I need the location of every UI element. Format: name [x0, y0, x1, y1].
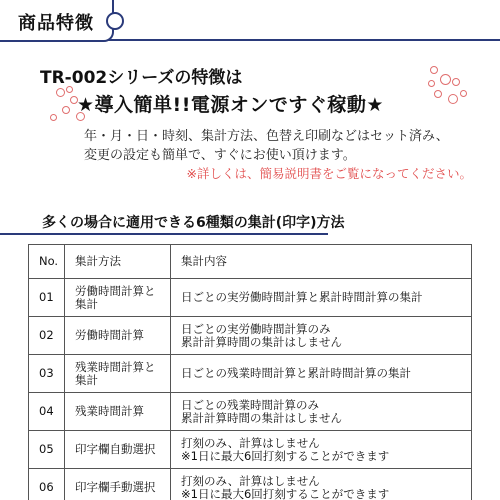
row-content [171, 355, 472, 393]
table-row [29, 317, 472, 355]
row-method: 労働時間計算と集計 [65, 279, 171, 317]
table-row [29, 431, 472, 469]
decorative-bubbles-right [420, 66, 470, 110]
row-no: 06 [29, 469, 65, 500]
headline: ★導入簡単!!電源オンですぐ稼動★ [77, 94, 384, 116]
content-line: ※1日に最大6回打刻することができます [181, 486, 390, 500]
description-line: 年・月・日・時刻、集計方法、色替え印刷などはセット済み、 [84, 129, 449, 144]
header-method: 集計方法 [65, 245, 171, 279]
row-content [171, 317, 472, 355]
row-method: 印字欄手動選択 [65, 469, 171, 500]
page-title: 商品特徴 [18, 13, 94, 34]
header-tab [0, 0, 114, 42]
row-method: 労働時間計算 [65, 317, 171, 355]
header-tab-notch [106, 12, 124, 30]
series-line: TR-002シリーズの特徴は [40, 68, 243, 88]
row-no: 05 [29, 431, 65, 469]
row-method: 残業時間計算と集計 [65, 355, 171, 393]
reference-note: ※詳しくは、簡易説明書をご覧になってください。 [186, 166, 472, 181]
row-no: 02 [29, 317, 65, 355]
content-line: 日ごとの残業時間計算のみ [181, 397, 319, 412]
table-header-row [29, 245, 472, 279]
section-underline [0, 233, 328, 235]
row-content [171, 469, 472, 500]
row-no: 03 [29, 355, 65, 393]
content-line: 日ごとの残業時間計算と累計時間計算の集計 [181, 366, 411, 380]
row-no: 01 [29, 279, 65, 317]
content-line: 累計計算時間の集計はしません [181, 334, 342, 349]
content-line: 打刻のみ、計算はしません [181, 435, 320, 450]
row-content [171, 431, 472, 469]
header-content: 集計内容 [171, 245, 472, 279]
table-row [29, 393, 472, 431]
row-content [171, 279, 472, 317]
row-content [171, 393, 472, 431]
section-title: 多くの場合に適用できる6種類の集計(印字)方法 [42, 215, 345, 231]
aggregation-methods-table [28, 244, 472, 500]
row-no: 04 [29, 393, 65, 431]
content-line: 累計計算時間の集計はしません [181, 410, 342, 425]
description-line: 変更の設定も簡単で、すぐにお使い頂けます。 [84, 148, 356, 163]
content-line: 日ごとの実労働時間計算のみ [181, 321, 331, 336]
row-method: 印字欄自動選択 [65, 431, 171, 469]
table-row [29, 355, 472, 393]
row-method: 残業時間計算 [65, 393, 171, 431]
content-line: ※1日に最大6回打刻することができます [181, 448, 390, 463]
content-line: 日ごとの実労働時間計算と累計時間計算の集計 [181, 290, 423, 304]
content-line: 打刻のみ、計算はしません [181, 473, 320, 488]
table-row [29, 469, 472, 500]
table-row [29, 279, 472, 317]
header-no: No. [29, 245, 65, 279]
